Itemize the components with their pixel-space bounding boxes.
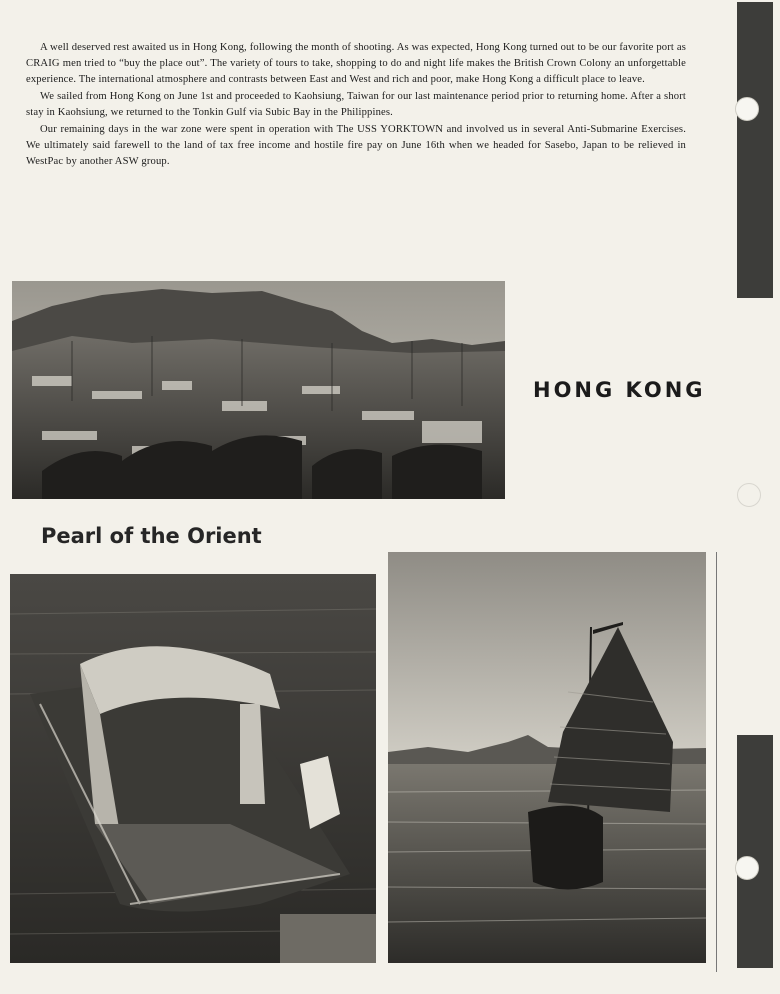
paragraph-1: A well deserved rest awaited us in Hong Kong, following the month of shooting. As was expected, Hong Kong turned out to be our favorite port as CRAIG men tried to “buy the place out”. The variety of tours to take, shopping to do and night life makes the British Crown Colony an unforgettable experience. The international atmosphere and contrasts between East and West and rich and poor, make Hong Kong a difficult place to leave. <box>26 42 686 85</box>
adjacent-photo-strip-top <box>737 2 773 298</box>
page-edge-line <box>716 552 717 972</box>
sampan-photo <box>10 574 376 963</box>
paragraph-3: Our remaining days in the war zone were spent in operation with The USS YORKTOWN and involved us in several Anti-Submarine Exercises. We ultimately said farewell to the land of tax free income and hostile fire pay on June 16th when we headed for Sasebo, Japan to be relieved in WestPac by another ASW group. <box>26 124 686 167</box>
junk-sail-photo <box>388 552 706 963</box>
harbor-photo <box>12 281 505 499</box>
body-text <box>26 40 686 171</box>
paragraph-2: We sailed from Hong Kong on June 1st and proceeded to Kaohsiung, Taiwan for our last maintenance period prior to returning home. After a short stay in Kaohsiung, we returned to the Tonkin Gulf via Subic Bay in the Philippines. <box>26 91 686 118</box>
adjacent-photo-strip-bottom <box>737 735 773 968</box>
hong-kong-caption: HONG KONG <box>533 378 706 402</box>
binder-hole-bottom <box>735 856 759 880</box>
binder-hole-top <box>735 97 759 121</box>
binder-hole-middle <box>737 483 761 507</box>
pearl-of-the-orient-heading: Pearl of the Orient <box>41 524 262 548</box>
